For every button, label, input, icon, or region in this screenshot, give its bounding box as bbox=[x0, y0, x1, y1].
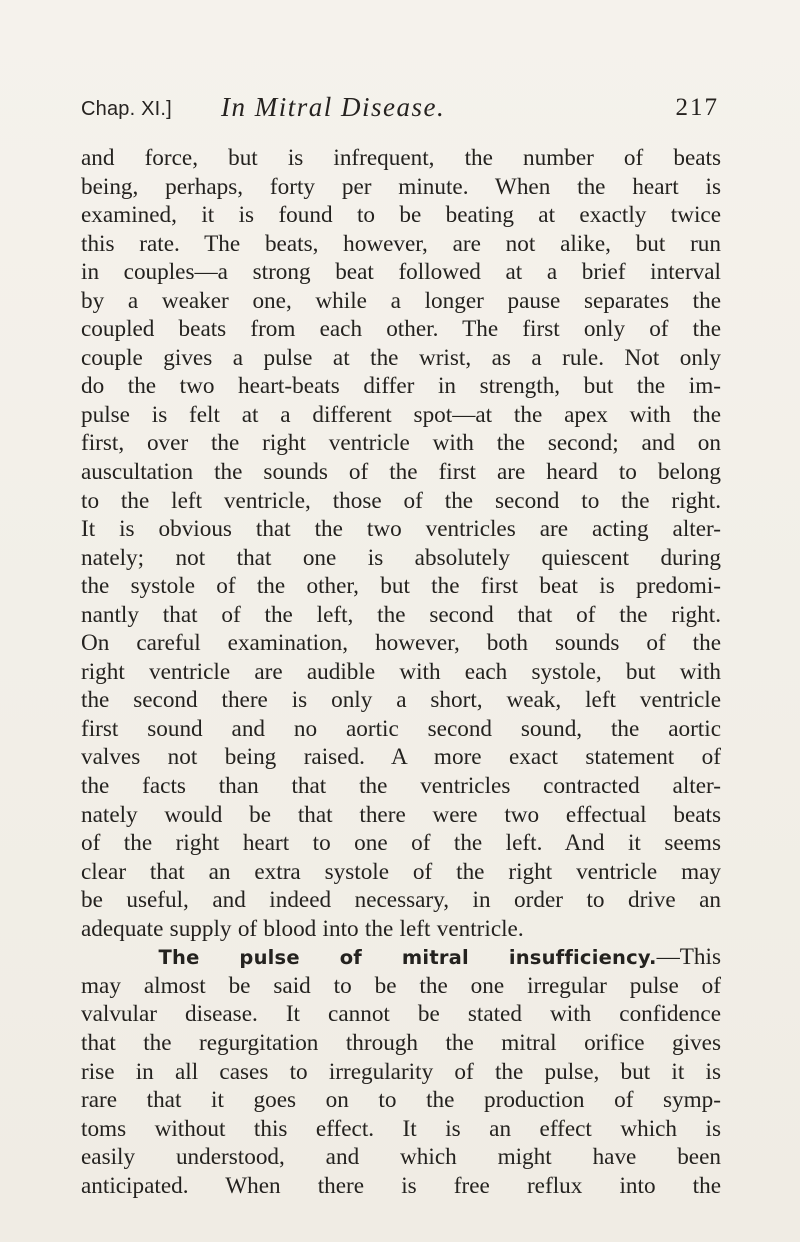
text-line: right ventricle are audible with each systole, but with bbox=[81, 658, 721, 685]
text-line: examined, it is found to be beating at exactly twice bbox=[81, 202, 721, 229]
text-line-paragraph-end: adequate supply of blood into the left ventricle. bbox=[81, 915, 524, 942]
chapter-label: Chap. XI.] bbox=[81, 98, 172, 120]
section-first-line bbox=[81, 943, 721, 972]
text-line: being, perhaps, forty per minute. When the heart is bbox=[81, 173, 721, 200]
text-line: pulse is felt at a different spot—at the apex with the bbox=[81, 401, 721, 428]
text-line: valves not being raised. A more exact statement of bbox=[81, 744, 721, 771]
text-line: On careful examination, however, both sounds of the bbox=[81, 630, 721, 657]
text-line: to the left ventricle, those of the second to the right. bbox=[81, 487, 721, 514]
text-line: toms without this effect. It is an effect which is bbox=[81, 1115, 721, 1142]
text-line: auscultation the sounds of the first are heard to belong bbox=[81, 459, 721, 486]
text-line: nately; not that one is absolutely quiescent during bbox=[81, 544, 721, 571]
text-line: nately would be that there were two effectual beats bbox=[81, 801, 721, 828]
text-line: rare that it goes on to the production of symp- bbox=[81, 1087, 721, 1114]
text-line: that the regurgitation through the mitral orifice gives bbox=[81, 1029, 721, 1056]
text-line: first sound and no aortic second sound, the aortic bbox=[81, 715, 721, 742]
text-line: of the right heart to one of the left. And it seems bbox=[81, 830, 721, 857]
section-first-line-rest: —This bbox=[656, 944, 721, 971]
text-line: be useful, and indeed necessary, in order to drive an bbox=[81, 887, 721, 914]
text-line: couple gives a pulse at the wrist, as a rule. Not only bbox=[81, 344, 721, 371]
text-line: the systole of the other, but the first beat is predomi- bbox=[81, 573, 721, 600]
text-line: It is obvious that the two ventricles are acting alter- bbox=[81, 516, 721, 543]
text-line: do the two heart-beats differ in strength, but the im- bbox=[81, 373, 721, 400]
text-line: this rate. The beats, however, are not alike, but run bbox=[81, 230, 721, 257]
text-line: anticipated. When there is free reflux into the bbox=[81, 1172, 721, 1199]
text-line: and force, but is infrequent, the number of beats bbox=[81, 145, 721, 171]
text-line: coupled beats from each other. The first only of the bbox=[81, 316, 721, 343]
text-line: may almost be said to be the one irregular pulse of bbox=[81, 972, 721, 999]
text-line: in couples—a strong beat followed at a brief interval bbox=[81, 259, 721, 286]
text-line: clear that an extra systole of the right ventricle may bbox=[81, 858, 721, 885]
text-line: the second there is only a short, weak, left ventricle bbox=[81, 687, 721, 714]
body-text bbox=[81, 144, 721, 1200]
section-heading: The pulse of mitral insufficiency. bbox=[158, 946, 657, 970]
text-line: rise in all cases to irregularity of the pulse, but it is bbox=[81, 1058, 721, 1085]
running-head bbox=[81, 92, 721, 128]
text-line: valvular disease. It cannot be stated with confidence bbox=[81, 1001, 721, 1028]
text-line: easily understood, and which might have been bbox=[81, 1144, 721, 1171]
running-title: In Mitral Disease. bbox=[221, 92, 446, 122]
text-line: first, over the right ventricle with the second; and on bbox=[81, 430, 721, 457]
text-line: by a weaker one, while a longer pause separates the bbox=[81, 287, 721, 314]
text-line: the facts than that the ventricles contracted alter- bbox=[81, 773, 721, 800]
page-number: 217 bbox=[675, 94, 719, 121]
text-line: nantly that of the left, the second that of the right. bbox=[81, 601, 721, 628]
